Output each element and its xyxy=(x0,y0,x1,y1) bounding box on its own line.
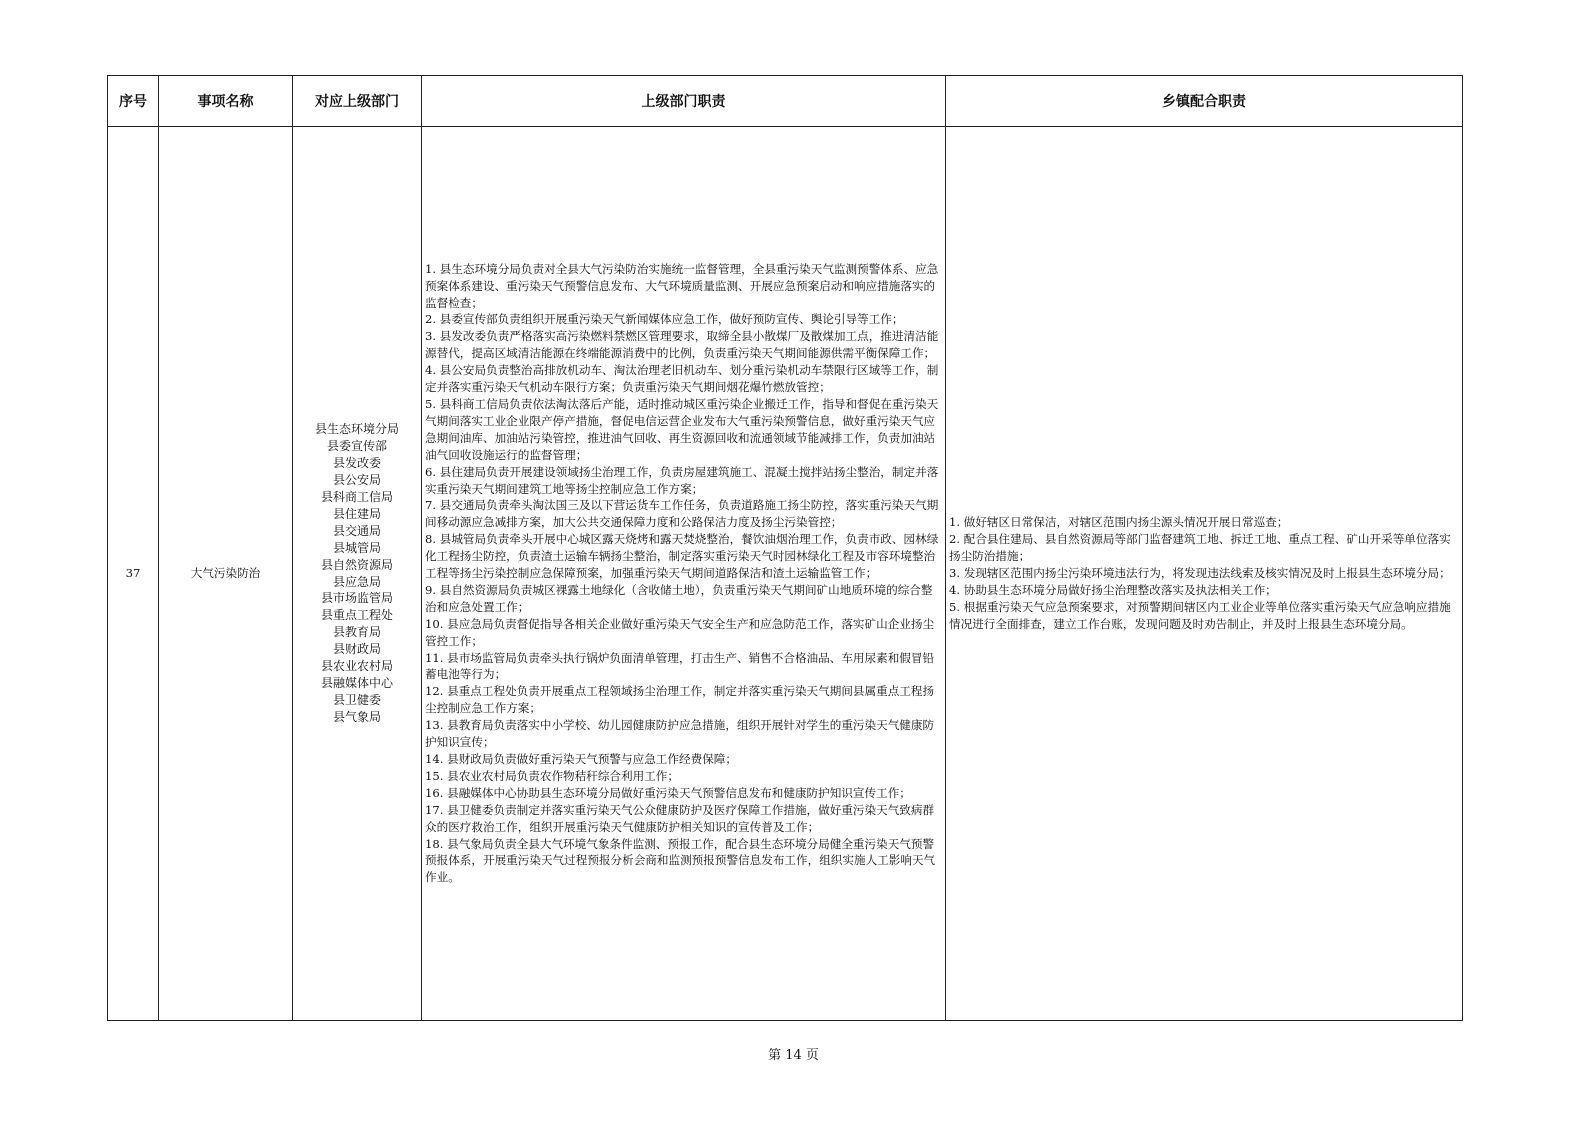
list-item: 6. 县住建局负责开展建设领域扬尘治理工作，负责房屋建筑施工、混凝土搅拌站扬尘整治，制定并落实重污染天气期间建筑工地等扬尘控制应急工作方案； xyxy=(425,464,939,496)
department-line: 县农业农村局 xyxy=(320,659,393,674)
list-item: 1. 县生态环境分局负责对全县大气污染防治实施统一监督管理，全县重污染天气监测预警体系、应急预案体系建设、重污染天气预警信息发布、大气环境质量监测、开展应急预案启动和响应措施落实的监督检查； xyxy=(425,261,939,310)
list-item: 17. 县卫健委负责制定并落实重污染天气公众健康防护及医疗保障工作措施，做好重污染天气致病群众的医疗救治工作，组织开展重污染天气健康防护相关知识的宣传普及工作； xyxy=(425,802,935,834)
list-item: 4. 县公安局负责整治高排放机动车、淘汰治理老旧机动车、划分重污染机动车禁限行区域等工作，制定并落实重污染天气机动车限行方案；负责重污染天气期间烟花爆竹燃放管控； xyxy=(425,363,939,395)
list-item: 15. 县农业农村局负责农作物秸秆综合利用工作； xyxy=(425,768,679,783)
department-line: 县发改委 xyxy=(332,456,381,471)
cell-seq: 37 xyxy=(108,127,159,1021)
department-line: 县住建局 xyxy=(332,506,381,521)
list-item: 2. 县委宣传部负责组织开展重污染天气新闻媒体应急工作，做好预防宣传、舆论引导等工作； xyxy=(425,312,904,327)
department-line: 县公安局 xyxy=(332,473,381,488)
list-item: 18. 县气象局负责全县大气环境气象条件监测、预报工作，配合县生态环境分局健全重污染天气预警预报体系，开展重污染天气过程预报分析会商和监测预报预警信息发布工作，组织实施人工影响天气作业。 xyxy=(425,836,936,885)
department-line: 县交通局 xyxy=(332,523,381,538)
town-duty-list xyxy=(946,514,1462,632)
header-upper-department: 对应上级部门 xyxy=(293,76,422,127)
list-item: 5. 根据重污染天气应急预案要求，对预警期间辖区内工业企业等单位落实重污染天气应急响应措施情况进行全面排查，建立工作台账，发现问题及时劝告制止，并及时上报县生态环境分局。 xyxy=(949,599,1451,631)
list-item: 5. 县科商工信局负责依法淘汰落后产能，适时推动城区重污染企业搬迁工作，指导和督促在重污染天气期间落实工业企业限产停产措施，督促电信运营企业发布大气重污染预警信息，做好重污染天气应急期间油库、加油站污染管控，推进油气回收、再生资源回收和流通领域节能减排工作，负责加油站油气回收设施运行的监督管理； xyxy=(425,396,939,462)
upper-duty-list xyxy=(422,261,945,887)
list-item: 16. 县融媒体中心协助县生态环境分局做好重污染天气预警信息发布和健康防护知识宣传工作； xyxy=(425,785,911,800)
list-item: 8. 县城管局负责牵头开展中心城区露天烧烤和露天焚烧整治，餐饮油烟治理工作，负责市政、园林绿化工程扬尘防控，负责渣土运输车辆扬尘整治，制定落实重污染天气时园林绿化工程及市容环境整治工程等扬尘污染控制应急保障预案，加强重污染天气期间道路保洁和渣土运输监管工作； xyxy=(425,532,939,581)
responsibility-table xyxy=(107,75,1463,1021)
list-item: 1. 做好辖区日常保洁，对辖区范围内扬尘源头情况开展日常巡查； xyxy=(949,515,1289,530)
department-line: 县自然资源局 xyxy=(320,557,393,572)
page-number: 第 14 页 xyxy=(768,1048,819,1063)
header-seq: 序号 xyxy=(108,76,159,127)
list-item: 3. 县发改委负责严格落实高污染燃料禁燃区管理要求，取缔全县小散煤厂及散煤加工点，推进清洁能源替代，提高区域清洁能源在终端能源消费中的比例，负责重污染天气期间能源供需平衡保障工作； xyxy=(425,329,939,361)
department-line: 县生态环境分局 xyxy=(314,422,399,437)
header-item-name: 事项名称 xyxy=(159,76,293,127)
department-line: 县应急局 xyxy=(332,574,381,589)
department-line: 县卫健委 xyxy=(332,692,381,707)
table-header-row xyxy=(108,76,1463,127)
cell-departments xyxy=(293,127,422,1021)
list-item: 7. 县交通局负责牵头淘汰国三及以下营运货车工作任务，负责道路施工扬尘防控，落实重污染天气期间移动源应急减排方案，加大公共交通保障力度和公路保洁力度及扬尘污染管控； xyxy=(425,498,939,530)
department-line: 县城管局 xyxy=(332,540,381,555)
list-item: 13. 县教育局负责落实中小学校、幼儿园健康防护应急措施，组织开展针对学生的重污染天气健康防护知识宣传； xyxy=(425,718,935,750)
list-item: 14. 县财政局负责做好重污染天气预警与应急工作经费保障； xyxy=(425,752,737,767)
department-line: 县气象局 xyxy=(332,709,381,724)
header-upper-duties: 上级部门职责 xyxy=(422,76,946,127)
department-line: 县融媒体中心 xyxy=(320,675,393,690)
list-item: 12. 县重点工程处负责开展重点工程领域扬尘治理工作，制定并落实重污染天气期间县属重点工程扬尘控制应急工作方案； xyxy=(425,684,935,716)
department-line: 县教育局 xyxy=(332,625,381,640)
list-item: 3. 发现辖区范围内扬尘污染环境违法行为，将发现违法线索及核实情况及时上报县生态环境分局； xyxy=(949,566,1451,581)
list-item: 2. 配合县住建局、县自然资源局等部门监督建筑工地、拆迁工地、重点工程、矿山开采等单位落实扬尘防治措施； xyxy=(949,532,1451,564)
department-line: 县科商工信局 xyxy=(320,489,393,504)
cell-upper-duties xyxy=(422,127,946,1021)
table-row xyxy=(108,127,1463,1021)
list-item: 10. 县应急局负责督促指导各相关企业做好重污染天气安全生产和应急防范工作，落实矿山企业扬尘管控工作； xyxy=(425,616,935,648)
department-line: 县委宣传部 xyxy=(326,439,387,454)
header-town-duties: 乡镇配合职责 xyxy=(946,76,1463,127)
department-line: 县市场监管局 xyxy=(320,591,393,606)
cell-item-name: 大气污染防治 xyxy=(159,127,293,1021)
list-item: 4. 协助县生态环境分局做好扬尘治理整改落实及执法相关工作； xyxy=(949,582,1277,597)
list-item: 11. 县市场监管局负责牵头执行锅炉负面清单管理，打击生产、销售不合格油品、车用尿素和假冒铅蓄电池等行为； xyxy=(425,650,935,682)
department-line: 县财政局 xyxy=(332,642,381,657)
cell-town-duties xyxy=(946,127,1463,1021)
department-line: 县重点工程处 xyxy=(320,608,393,623)
list-item: 9. 县自然资源局负责城区裸露土地绿化（含收储土地），负责重污染天气期间矿山地质环境的综合整治和应急处置工作； xyxy=(425,582,933,614)
